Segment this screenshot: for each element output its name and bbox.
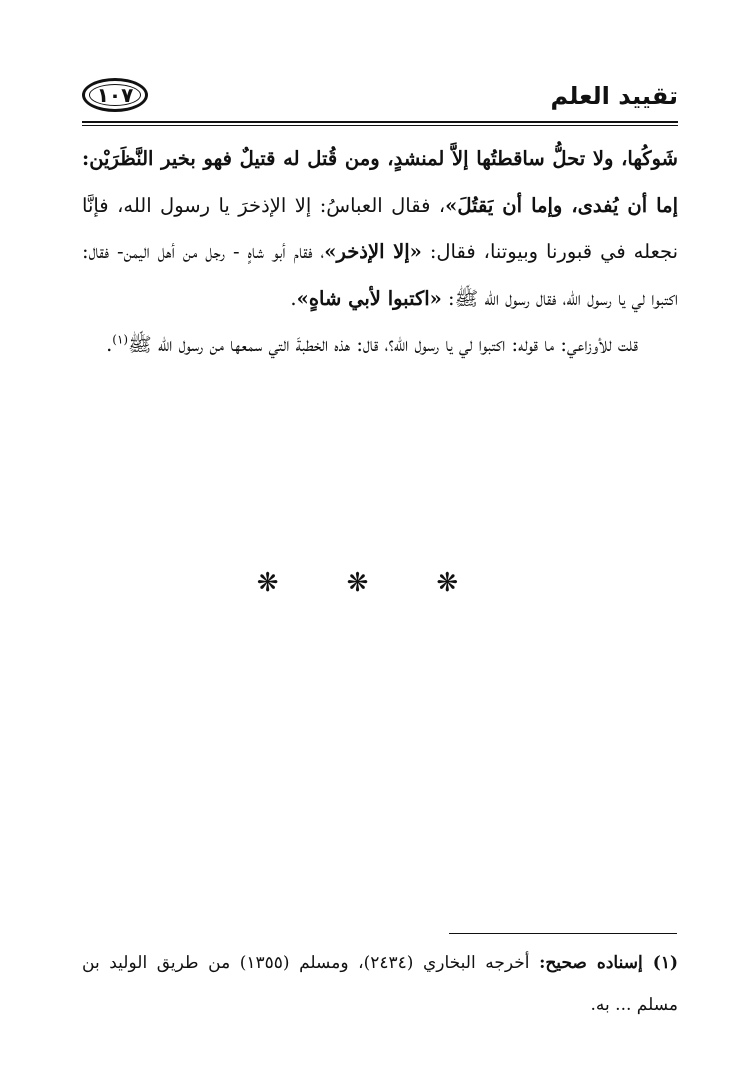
paragraph-2-end: . [106, 333, 113, 356]
page-number-badge [82, 78, 148, 112]
page-number: ١٠٧ [96, 83, 134, 107]
section-separator [0, 568, 755, 598]
footnote-reference[interactable]: (١) [112, 332, 129, 347]
footnote-1 [82, 942, 678, 1026]
footnote [82, 942, 678, 1026]
narration-text-2: ، فقام أبو شاهٍ - رجل من أهل اليمن- فقال: اكتبوا لي يا رسول الله، فقال رسول الله ﷺ: [82, 240, 678, 310]
paragraph-1 [82, 136, 678, 322]
hadith-quote-3: «اكتبوا لأبي شاهٍ» [296, 286, 442, 310]
book-title: تقييد العلم [550, 82, 678, 110]
main-text [82, 136, 678, 369]
separator-star-icon: ❋ [436, 568, 499, 598]
separator-star-icon: ❋ [256, 568, 319, 598]
footnote-marker: (١) إسناده صحيح: [539, 953, 679, 973]
paragraph-1-end: . [290, 286, 297, 310]
footnote-text: أخرجه البخاري (٢٤٣٤)، ومسلم (١٣٥٥) من طريق الوليد بن مسلم ... به. [82, 953, 678, 1015]
hadith-quote-2: «إلا الإذخر» [324, 240, 422, 263]
header-rule [82, 121, 678, 126]
paragraph-2 [82, 322, 678, 369]
paragraph-2-text: قلت للأوزاعي: ما قوله: اكتبوا لي يا رسول الله؟، قال: هذه الخطبةَ التي سمعها من رسول الله ﷺ [128, 333, 638, 356]
running-header [82, 78, 678, 118]
hadith-quote-1: شَوكُها، ولا تحلُّ ساقطتُها إلاَّ لمنشدٍ، ومن قُتل له قتيلٌ فهو بخير النَّظَرَيْن: إما أن يُفدى، وإما أن يَقتُلَ» [82, 147, 678, 217]
footnote-rule [449, 933, 677, 934]
narration-text-1: ، فقال العباسُ: إلا الإذخرَ يا رسول الله، فإنَّا نجعله في قبورنا وبيوتنا، فقال: [82, 193, 678, 263]
separator-star-icon: ❋ [346, 568, 409, 598]
